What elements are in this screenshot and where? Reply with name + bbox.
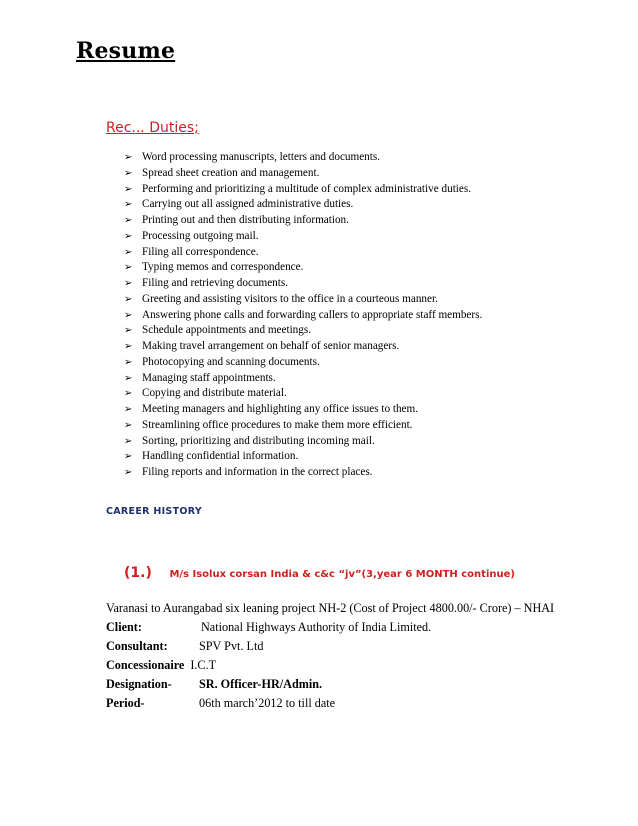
arrow-bullet-icon: ➢ xyxy=(124,278,133,289)
duty-item xyxy=(124,308,482,324)
client-row xyxy=(106,618,554,637)
job-employer: M/s Isolux corsan India & c&c “jv”(3,year 6 MONTH continue) xyxy=(169,569,515,580)
duty-item xyxy=(124,229,482,245)
arrow-bullet-icon: ➢ xyxy=(124,372,133,384)
arrow-bullet-icon: ➢ xyxy=(124,435,133,447)
arrow-bullet-icon: ➢ xyxy=(124,419,133,431)
arrow-bullet-icon: ➢ xyxy=(124,167,133,179)
arrow-bullet-icon: ➢ xyxy=(124,309,133,321)
arrow-bullet-icon: ➢ xyxy=(124,183,133,195)
concessionaire-label: Concessionaire xyxy=(106,658,185,672)
duty-text: Sorting, prioritizing and distributing incoming mail. xyxy=(142,434,375,447)
duty-item xyxy=(124,197,482,213)
duty-text: Processing outgoing mail. xyxy=(142,229,259,242)
arrow-bullet-icon: ➢ xyxy=(124,356,133,368)
concessionaire-row xyxy=(106,656,554,675)
concessionaire-value: I.C.T xyxy=(190,658,217,672)
period-label: Period- xyxy=(106,696,145,710)
duty-item xyxy=(124,292,482,308)
arrow-bullet-icon: ➢ xyxy=(124,451,133,463)
arrow-bullet-icon: ➢ xyxy=(124,388,133,400)
consultant-value: SPV Pvt. Ltd xyxy=(199,639,264,653)
duty-text: Making travel arrangement on behalf of senior managers. xyxy=(142,340,400,352)
duty-item xyxy=(124,213,482,229)
duty-item xyxy=(124,150,482,166)
career-history-heading: CAREER HISTORY xyxy=(106,506,202,517)
arrow-bullet-icon: ➢ xyxy=(124,404,133,415)
duty-text: Schedule appointments and meetings. xyxy=(142,324,312,337)
duty-text: Filing and retrieving documents. xyxy=(142,277,289,289)
duty-item xyxy=(124,402,482,418)
duty-text: Copying and distribute material. xyxy=(142,387,287,400)
duty-item xyxy=(124,371,482,387)
period-row xyxy=(106,694,554,713)
duty-item xyxy=(124,339,482,355)
arrow-bullet-icon: ➢ xyxy=(124,325,133,337)
duty-item xyxy=(124,323,482,339)
duty-item xyxy=(124,245,482,261)
duty-text: Printing out and then distributing information. xyxy=(142,214,349,226)
duty-item xyxy=(124,166,482,182)
consultant-row xyxy=(106,637,554,656)
duty-item xyxy=(124,434,482,450)
client-label: Client: xyxy=(106,620,142,634)
job-heading xyxy=(124,562,515,581)
duties-list xyxy=(124,150,482,481)
designation-row xyxy=(106,675,554,694)
duty-text: Word processing manuscripts, letters and documents. xyxy=(142,151,381,163)
duty-item xyxy=(124,355,482,371)
arrow-bullet-icon: ➢ xyxy=(124,246,133,258)
duty-text: Answering phone calls and forwarding callers to appropriate staff members. xyxy=(142,308,483,321)
consultant-label: Consultant: xyxy=(106,639,168,653)
duty-item xyxy=(124,418,482,434)
duty-text: Spread sheet creation and management. xyxy=(142,166,320,179)
duties-heading: Rec... Duties; xyxy=(106,120,199,136)
arrow-bullet-icon: ➢ xyxy=(124,199,133,211)
duty-text: Handling confidential information. xyxy=(142,450,299,463)
duty-text: Carrying out all assigned administrative duties. xyxy=(142,198,354,211)
duty-text: Managing staff appointments. xyxy=(142,371,276,384)
duty-text: Filing all correspondence. xyxy=(142,245,259,258)
arrow-bullet-icon: ➢ xyxy=(124,215,133,226)
resume-title: Resume xyxy=(76,38,176,64)
duty-text: Photocopying and scanning documents. xyxy=(142,355,320,368)
arrow-bullet-icon: ➢ xyxy=(124,152,133,163)
client-value: National Highways Authority of India Limited. xyxy=(201,620,432,634)
arrow-bullet-icon: ➢ xyxy=(124,230,133,242)
arrow-bullet-icon: ➢ xyxy=(124,262,133,274)
designation-label: Designation- xyxy=(106,677,172,691)
duty-text: Filing reports and information in the correct places. xyxy=(142,466,373,478)
duty-text: Streamlining office procedures to make them more efficient. xyxy=(142,418,413,431)
duty-item xyxy=(124,386,482,402)
project-description: Varanasi to Aurangabad six leaning project NH-2 (Cost of Project 4800.00/- Crore) – NHAI xyxy=(106,601,555,615)
duty-text: Meeting managers and highlighting any office issues to them. xyxy=(142,403,419,415)
duty-item xyxy=(124,465,482,481)
duty-item xyxy=(124,260,482,276)
job-details xyxy=(106,599,554,713)
duty-text: Greeting and assisting visitors to the office in a courteous manner. xyxy=(142,292,438,305)
period-value: 06th march’2012 to till date xyxy=(199,696,336,710)
job-number: (1.) xyxy=(124,565,152,581)
duty-item xyxy=(124,276,482,292)
designation-value: SR. Officer-HR/Admin. xyxy=(199,677,323,691)
duty-text: Typing memos and correspondence. xyxy=(142,261,304,274)
arrow-bullet-icon: ➢ xyxy=(124,467,133,478)
arrow-bullet-icon: ➢ xyxy=(124,293,133,305)
duty-text: Performing and prioritizing a multitude of complex administrative duties. xyxy=(142,182,472,195)
duty-item xyxy=(124,449,482,465)
arrow-bullet-icon: ➢ xyxy=(124,341,133,352)
duty-item xyxy=(124,182,482,198)
